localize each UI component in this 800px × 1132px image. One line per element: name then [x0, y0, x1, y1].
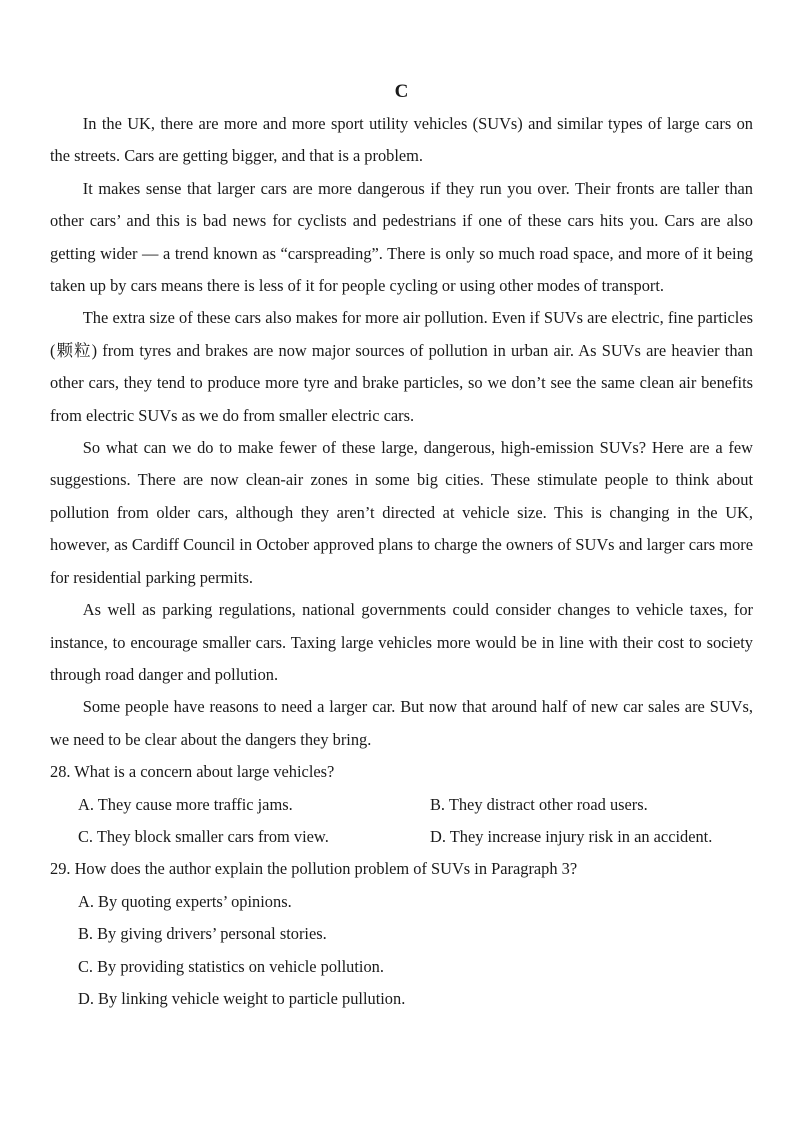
option-a: A. They cause more traffic jams.: [78, 794, 293, 814]
paragraph-4: So what can we do to make fewer of these large, dangerous, high-emission SUVs? Here are a few suggestions. There are now clean-air zones in some big cities. These stimulate people to think about pollution from older cars, although they aren’t directed at vehicle size. This is changing in the UK, however, as Cardiff Council in October approved plans to charge the owners of SUVs and larger cars more for residential parking permits.: [50, 438, 753, 587]
question-stem: 29. How does the author explain the pollution problem of SUVs in Paragraph 3?: [50, 859, 578, 879]
paragraph-6: Some people have reasons to need a larger car. But now that around half of new car sales are SUVs, we need to be clear about the dangers they bring.: [50, 697, 753, 749]
option-b: B. They distract other road users.: [430, 794, 648, 814]
option-a: A. By quoting experts’ opinions.: [78, 891, 292, 911]
paragraph-2: It makes sense that larger cars are more dangerous if they run you over. Their fronts are taller than other cars’ and this is bad news for cyclists and pedestrians if one of these cars hits you. Cars are also getting wider — a trend known as “carspreading”. There is only so much road space, and more of it being taken up by cars means there is less of it for people cycling or using other modes of transport.: [50, 178, 753, 296]
section-title: C: [394, 81, 409, 102]
option-d: D. They increase injury risk in an accident.: [430, 826, 713, 846]
question-29: [50, 853, 753, 1015]
exam-page: [50, 78, 753, 1015]
paragraph-1: In the UK, there are more and more sport utility vehicles (SUVs) and similar types of large cars on the streets. Cars are getting bigger, and that is a problem.: [50, 114, 753, 166]
question-stem: 28. What is a concern about large vehicles?: [50, 762, 335, 782]
paragraph-3: The extra size of these cars also makes for more air pollution. Even if SUVs are electric, fine particles (颗粒) from tyres and brakes are now major sources of pollution in urban air. As SUVs are heavier than other cars, they tend to produce more tyre and brake particles, so we don’t see the same clean air benefits from electric SUVs as we do from smaller electric cars.: [50, 308, 753, 425]
options: [50, 789, 753, 854]
question-28: [50, 756, 753, 853]
option-b: B. By giving drivers’ personal stories.: [78, 924, 327, 944]
option-c: C. They block smaller cars from view.: [78, 826, 329, 846]
passage: [50, 108, 753, 756]
option-c: C. By providing statistics on vehicle pollution.: [78, 956, 384, 976]
option-d: D. By linking vehicle weight to particle pullution.: [78, 988, 406, 1008]
paragraph-5: As well as parking regulations, national governments could consider changes to vehicle taxes, for instance, to encourage smaller cars. Taxing large vehicles more would be in line with their cost to society through road danger and pollution.: [50, 600, 753, 684]
options: [50, 886, 753, 1016]
